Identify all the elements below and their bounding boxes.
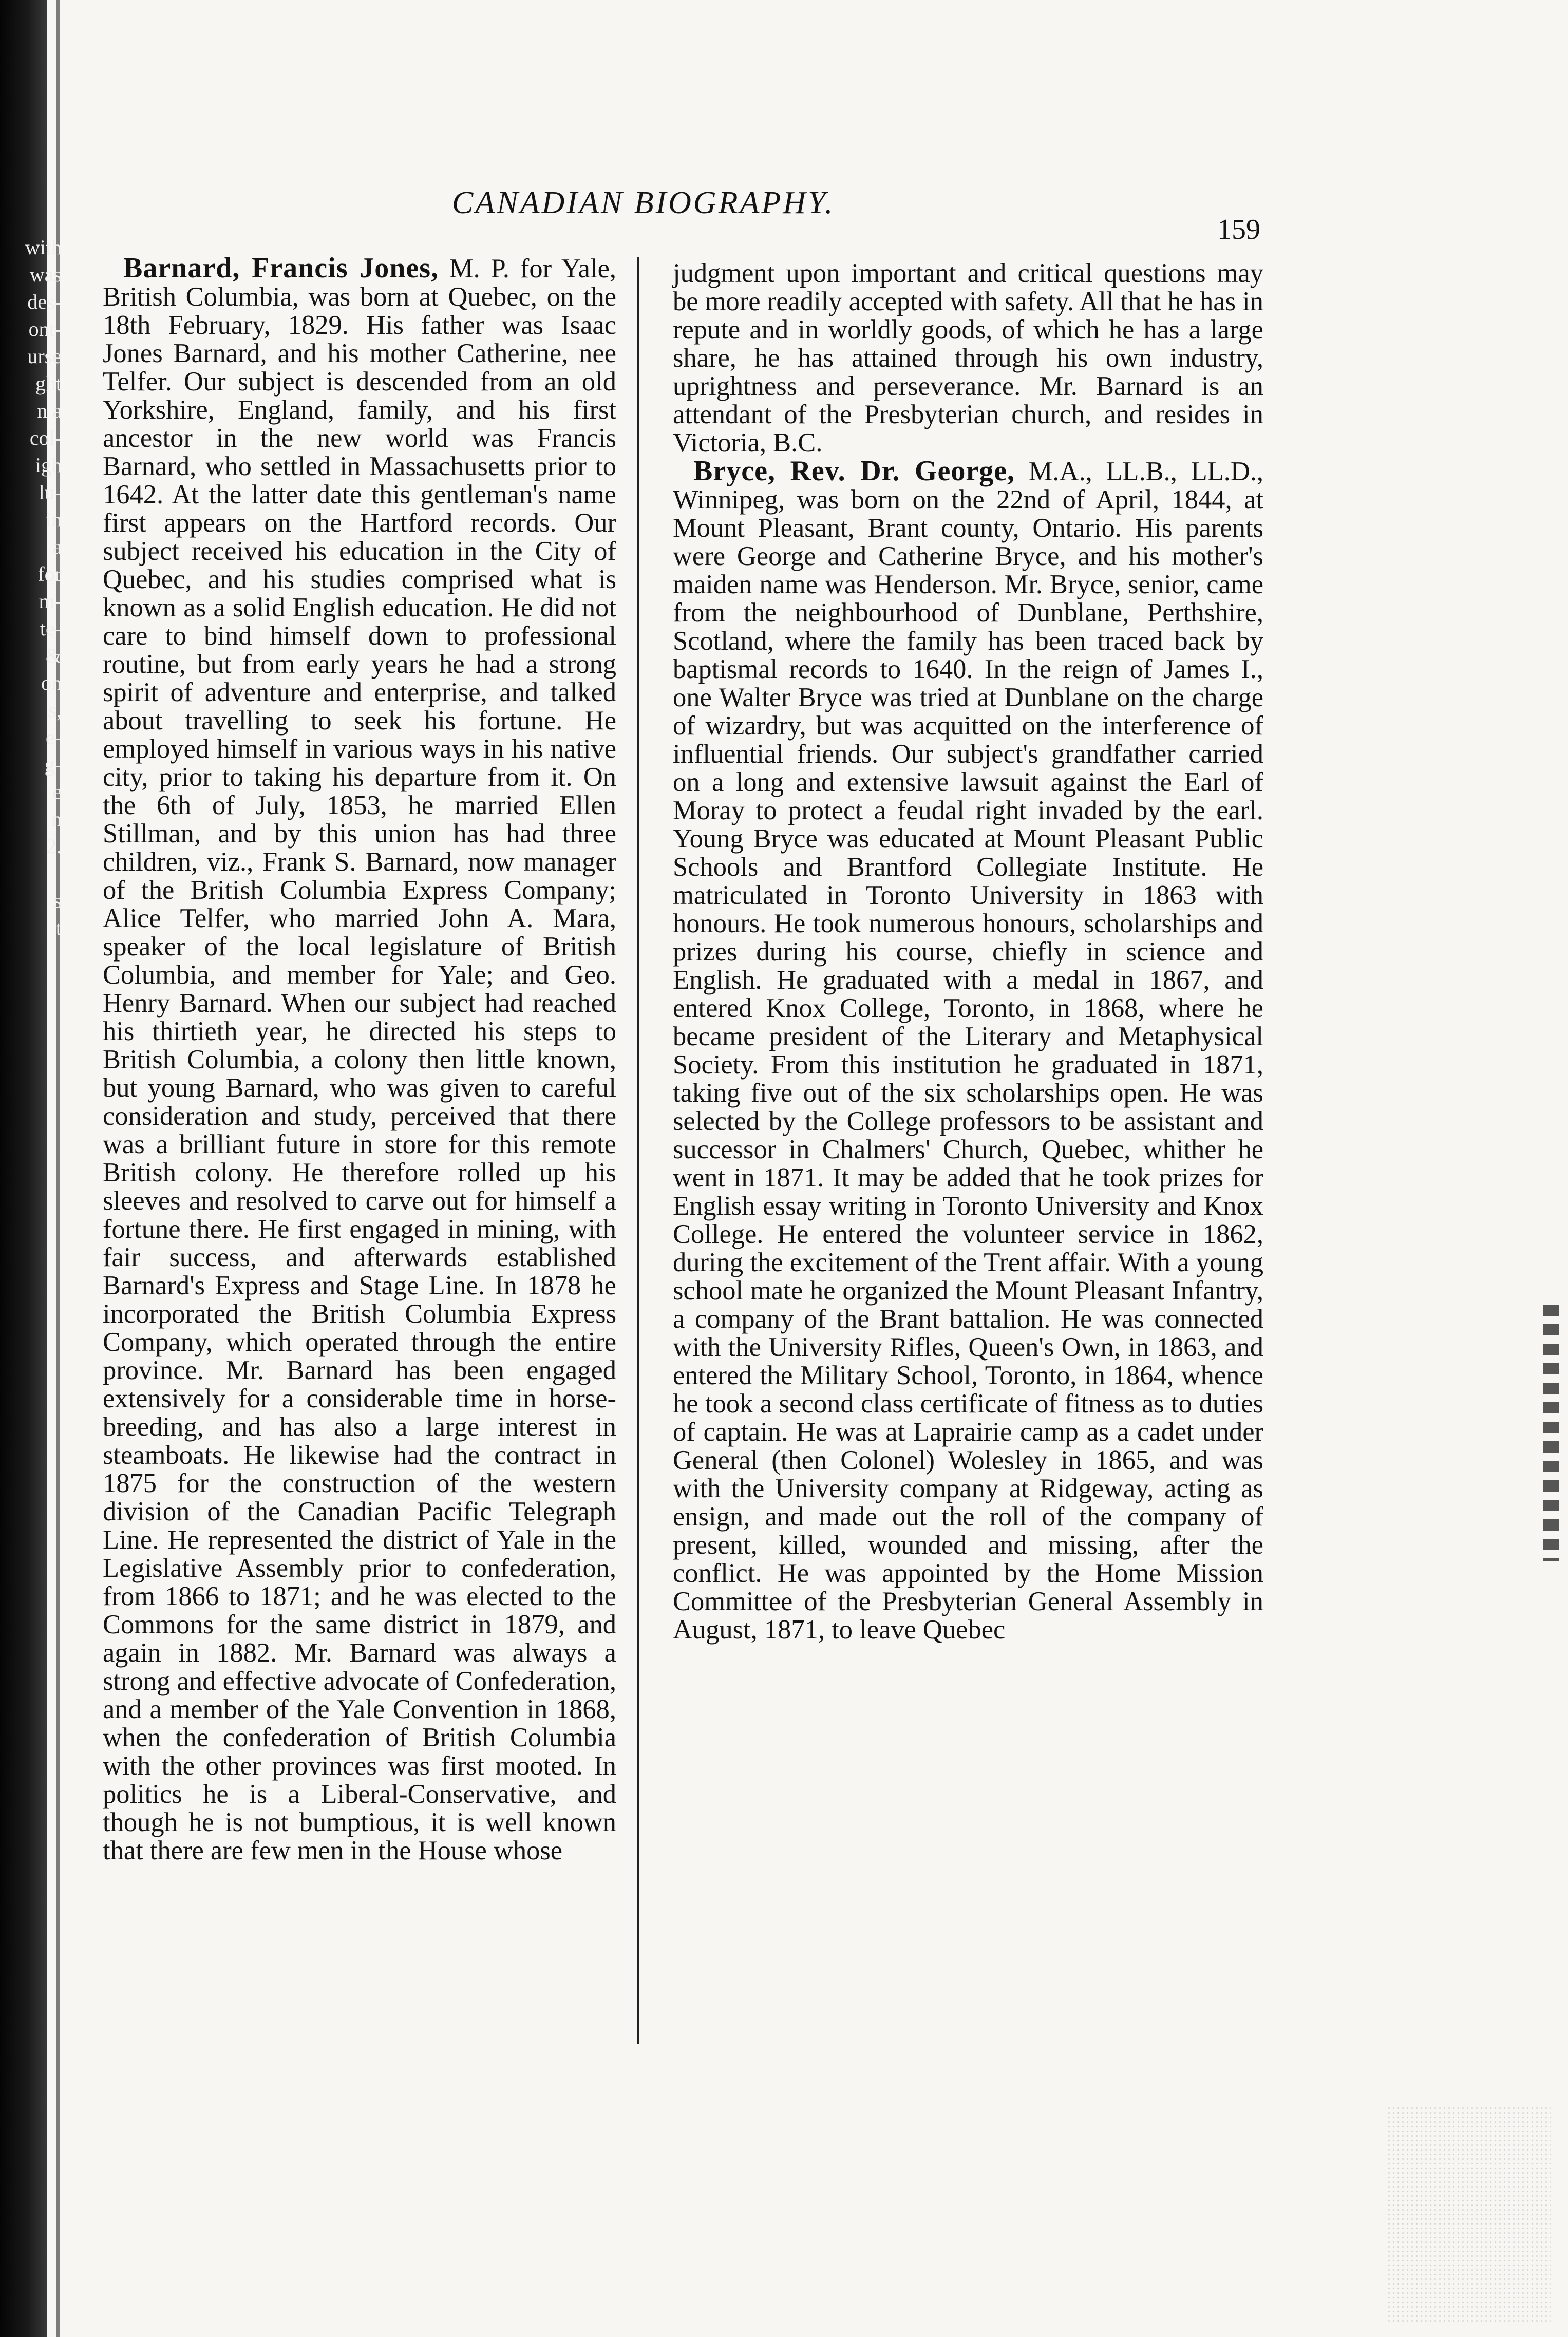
margin-fragment: was <box>29 263 62 286</box>
margin-fragment <box>5 860 62 887</box>
margin-fragment: 2. <box>46 835 62 858</box>
entry-name-bryce: Bryce, Rev. Dr. George, <box>693 455 1015 487</box>
margin-fragment: t <box>55 916 62 939</box>
entry-bryce <box>673 457 1263 1644</box>
margin-fragment: in <box>45 508 62 531</box>
left-column <box>103 254 616 1865</box>
right-column <box>673 259 1263 1644</box>
scan-noise <box>1387 2106 1551 2322</box>
running-header: CANADIAN BIOGRAPHY. <box>452 185 835 220</box>
entry-name-barnard: Barnard, Francis Jones, <box>123 252 439 284</box>
margin-fragment: a <box>52 535 62 558</box>
margin-fragment: s <box>53 889 62 912</box>
entry-text-barnard: M. P. for Yale, British Columbia, was born at Quebec, on the 18th February, 1829. His father was Isaac Jones Barnard, and his mother Catherine, nee Telfer. Our subject is descended from an old Yorkshire, England, family, and his first ancestor in the new world was Francis Barnard, who settled in Massachusetts prior to 1642. At the latter date this gentleman's name first appears on the Hartford records. Our subject received his education in the City of Quebec, and his studies comprised what is known as a solid English education. He did not care to bind himself down to professional routine, but from early years he had a strong spirit of adventure and enterprise, and talked about travelling to seek his fortune. He employed himself in various ways in his native city, prior to taking his departure from it. On the 6th of July, 1853, he married Ellen Stillman, and by this union has had three children, viz., Frank S. Barnard, now manager of the British Columbia Express Company; Alice Telfer, who married John A. Mara, speaker of the local legislature of British Columbia, and member for Yale; and Geo. Henry Barnard. When our subject had reached his thirtieth year, he directed his steps to British Columbia, a colony then little known, but young Barnard, who was given to careful consideration and study, perceived that there was a brilliant future in store for this remote British colony. He therefore rolled up his sleeves and resolved to carve out for himself a fortune there. He first engaged in mining, with fair success, and afterwards established Barnard's Express and Stage Line. In 1878 he incorporated the British Columbia Express Company, which operated through the entire province. Mr. Barnard has been engaged extensively for a considerable time in horse-breeding, and has also a large interest in steamboats. He likewise had the contract in 1875 for the construction of the western division of the Canadian Pacific Telegraph Line. He represented the district of Yale in the Legislative Assembly prior to confederation, from 1866 to 1871; and he was elected to the Commons for the same district in 1879, and again in 1882. Mr. Barnard was always a strong and effective advocate of Confederation, and a member of the Yale Convention in 1868, when the confederation of British Columbia with the other provinces was first mooted. In politics he is a Liberal-Conservative, and though he is not bumptious, it is well known that there are few men in the House whose <box>103 254 616 1865</box>
right-edge-marks <box>1543 1305 1559 1561</box>
margin-fragment: & <box>45 644 62 667</box>
column-divider <box>637 257 639 2044</box>
entry-barnard <box>103 254 616 1865</box>
margin-fragment: ont- <box>28 317 62 341</box>
margin-fragment: n a <box>37 399 62 422</box>
margin-fragment: m- <box>39 590 62 613</box>
margin-fragment: with <box>25 236 62 259</box>
page-number: 159 <box>1217 214 1260 246</box>
margin-fragment: s, <box>48 699 62 722</box>
margin-fragment: lu- <box>39 481 62 504</box>
margin-fragment: e- <box>45 726 62 749</box>
margin-fragment: igh <box>35 454 62 477</box>
margin-fragment: n <box>51 807 62 831</box>
margin-fragment: for <box>37 562 62 586</box>
margin-fragment: ght <box>35 372 62 395</box>
margin-fragment: e <box>52 780 62 803</box>
entry-text-bryce: M.A., LL.B., LL.D., Winnipeg, was born on the 22nd of April, 1844, at Mount Pleasant, Brant county, Ontario. His parents were George and Catherine Bryce, and his mother's maiden name was Henderson. Mr. Bryce, senior, came from the neighbourhood of Dunblane, Perthshire, Scotland, where the family has been traced back by baptismal records to 1640. In the reign of James I., one Walter Bryce was tried at Dunblane on the charge of wizardry, but was acquitted on the interference of influential friends. Our subject's grandfather carried on a long and extensive lawsuit against the Earl of Moray to protect a feudal right invaded by the earl. Young Bryce was educated at Mount Pleasant Public Schools and Brantford Collegiate Institute. He matriculated in Toronto University in 1863 with honours. He took numerous honours, scholarships and prizes during his course, chiefly in science and English. He graduated with a medal in 1867, and entered Knox College, Toronto, in 1868, where he became president of the Literary and Metaphysical Society. From this institution he graduated in 1871, taking five out of the six scholarships open. He was selected by the College professors to be assistant and successor in Chalmers' Church, Quebec, whither he went in 1871. It may be added that he took prizes for English essay writing in Toronto University and Knox College. He entered the volunteer service in 1862, during the excitement of the Trent affair. With a young school mate he organized the Mount Pleasant Infantry, a company of the Brant battalion. He was connected with the University Rifles, Queen's Own, in 1863, and entered the Military School, Toronto, in 1864, whence he took a second class certificate of fitness as to duties of captain. He was at Laprairie camp as a cadet under General (then Colonel) Wolesley in 1865, and was with the University company at Ridgeway, acting as ensign, and made out the roll of the company of present, killed, wounded and missing, after the conflict. He was appointed by the Home Mission Committee of the Presbyterian General Assembly in August, 1871, to leave Quebec <box>673 457 1263 1645</box>
margin-fragment: g- <box>44 753 62 776</box>
margin-fragment <box>5 941 62 969</box>
facing-page-fragments <box>5 234 62 996</box>
margin-fragment <box>5 969 62 996</box>
barnard-continuation: judgment upon important and critical questions may be more readily accepted with safety. All that he has in repute and in worldly goods, of which he has a large share, he has attained through his own industry, uprightness and perseverance. Mr. Barnard is an attendant of the Presbyterian church, and resides in Victoria, B.C. <box>673 258 1263 458</box>
margin-fragment: des- <box>27 290 62 313</box>
margin-fragment: on <box>41 671 62 694</box>
margin-fragment: te- <box>40 617 62 640</box>
margin-fragment: urse <box>27 345 62 368</box>
margin-fragment: col- <box>29 426 62 449</box>
